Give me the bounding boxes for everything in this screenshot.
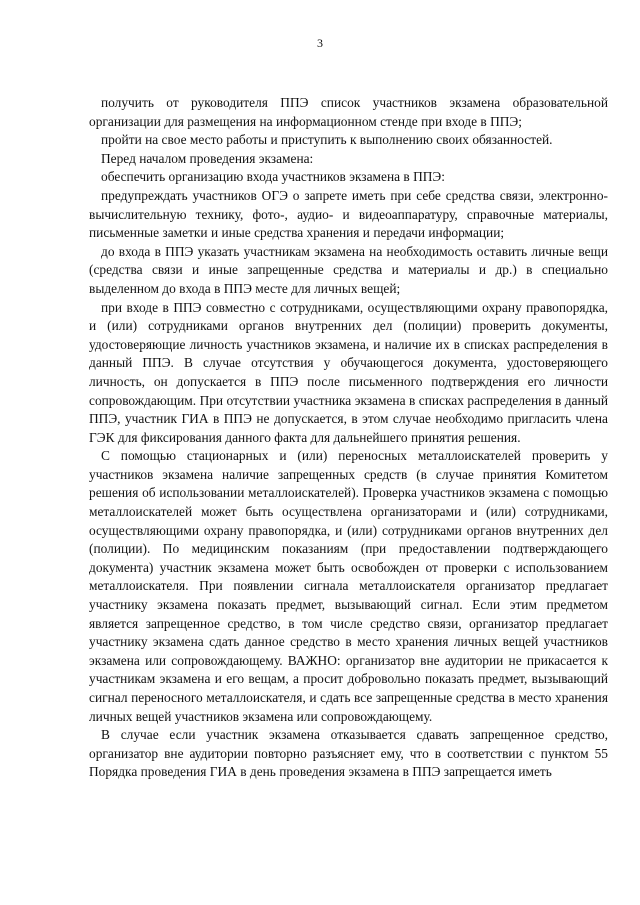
paragraph-before-exam-heading: Перед началом проведения экзамена: (101, 150, 314, 166)
paragraph-get-participant-list: получить от руководителя ППЭ список участников экзамена образовательной организации для размещения на информационном стенде при входе в ППЭ; (89, 95, 608, 129)
paragraph-take-workplace: пройти на свое место работы и приступить к выполнению своих обязанностей. (101, 132, 553, 148)
paragraph-leave-personal-items: до входа в ППЭ указать участникам экзамена на необходимость оставить личные вещи (средства связи и иные запрещенные средства и материалы и др.) в специально выделенном до входа в ППЭ месте для личных вещей; (89, 243, 608, 296)
paragraph-refusal-to-surrender: В случае если участник экзамена отказывается сдавать запрещенное средство, организатор вне аудитории повторно разъясняет ему, что в соответствии с пунктом 55 Порядка проведения ГИА в день проведения экзамена в ППЭ запрещается иметь (89, 727, 608, 780)
paragraph-warn-prohibited-items: предупреждать участников ОГЭ о запрете иметь при себе средства связи, электронно-вычислительную технику, фото-, аудио- и видеоаппаратуру, справочные материалы, письменные заметки и иные средства хранения и передачи информации; (89, 187, 608, 241)
paragraph-ensure-entry-organization: обеспечить организацию входа участников экзамена в ППЭ: (101, 169, 445, 185)
paragraph-check-documents: при входе в ППЭ совместно с сотрудниками, осуществляющими охрану правопорядка, и (или) сотрудниками органов внутренних дел (полиции) проверить документы, удостоверяющие личность участников экзамена, и наличие их в списках распределения в данный ППЭ. В случае отсутствия у обучающегося документа, удостоверяющего личность, он допускается в ППЭ после письменного подтверждения его личности сопровождающим. При отсутствии участника экзамена в списках распределения в данный ППЭ, участник ГИА в ППЭ не допускается, в этом случае необходимо пригласить члена ГЭК для фиксирования данного факта для дальнейшего принятия решения. (89, 299, 608, 445)
page-number: 3 (317, 36, 323, 50)
document-body (89, 94, 608, 782)
paragraph-metal-detector-check: С помощью стационарных и (или) переносных металлоискателей проверить у участников экзамена наличие запрещенных средств (в случае принятия Комитетом решения об использовании металлоискателей). Проверка участников экзамена с помощью металлоискателей может быть осуществлена организаторами и (или) сотрудниками, осуществляющими охрану правопорядка, и (или) сотрудниками органов внутренних дел (полиции). По медицинским показаниям (при предоставлении подтверждающего документа) участник экзамена может быть освобожден от проверки с использованием металлоискателя. При появлении сигнала металлоискателя организатор предлагает участнику экзамена показать предмет, вызывающий сигнал. Если этим предметом является запрещенное средство, в том числе средство связи, организатор предлагает участнику экзамена сдать данное средство в место хранения личных вещей участников экзамена или сопровождающему. ВАЖНО: организатор вне аудитории не прикасается к участникам экзамена и его вещам, а просит добровольно показать предмет, вызывающий сигнал переносного металлоискателя, и сдать все запрещенные средства в место хранения личных вещей участников экзамена или сопровождающему. (89, 448, 608, 724)
